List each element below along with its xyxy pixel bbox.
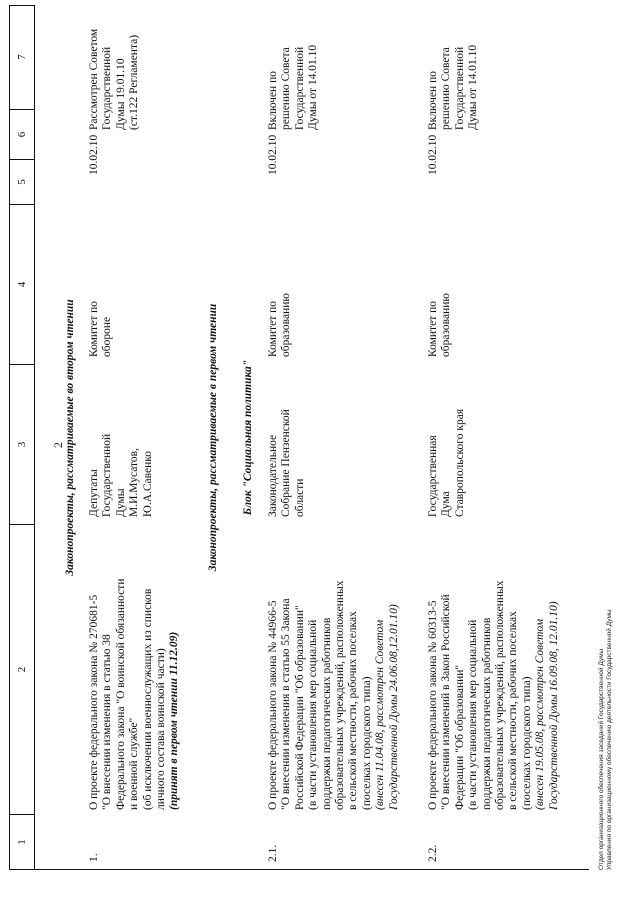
author-line: Ставропольского края bbox=[453, 408, 466, 517]
committee-cell bbox=[427, 237, 454, 357]
section-first-reading: Законопроекты, рассматриваемые в первом чтении bbox=[207, 303, 219, 572]
committee-cell bbox=[88, 237, 115, 357]
law-line: образовательных учреждений, расположенных bbox=[334, 580, 347, 810]
note-line: Думы 19.01.10 bbox=[114, 58, 127, 130]
committee-cell bbox=[267, 237, 294, 357]
law-line: в сельской местности, рабочих поселках bbox=[507, 611, 520, 810]
header-col-5: 5 bbox=[10, 160, 34, 205]
law-line: (в части установления мер социальной bbox=[467, 619, 480, 810]
law-text bbox=[267, 540, 401, 810]
header-col-1: 1 bbox=[10, 815, 34, 870]
note-line: решению Совета bbox=[280, 47, 293, 130]
law-line: (поселках городского типа) bbox=[520, 676, 533, 810]
table-header bbox=[9, 5, 35, 870]
law-line: Федерации "Об образовании" bbox=[453, 664, 466, 810]
author-line: Государственной bbox=[101, 433, 114, 517]
author-line: М.И.Мусатов, bbox=[128, 448, 141, 517]
header-col-4: 4 bbox=[10, 205, 34, 365]
law-line: поддержки педагогических работников bbox=[320, 617, 333, 810]
note-line: (ст.122 Регламента) bbox=[128, 34, 141, 130]
law-line: и военной службе" bbox=[128, 717, 141, 810]
row-number: 2.2. bbox=[427, 844, 439, 862]
author-line: Ю.А.Савенко bbox=[141, 450, 154, 517]
committee-line: обороне bbox=[101, 316, 114, 357]
row-number: 2.1. bbox=[267, 844, 279, 862]
law-line: личного состава воинской части) bbox=[155, 648, 168, 810]
author-line: Законодательное bbox=[267, 434, 279, 517]
law-note: Государственной Думы 16.09.08, 12.01.10) bbox=[547, 601, 560, 810]
author-line: Дума bbox=[440, 491, 453, 517]
law-line: в сельской местности, рабочих поселках bbox=[347, 611, 360, 810]
block-title: Блок "Социальная политика" bbox=[242, 359, 254, 516]
row-number: 1. bbox=[88, 853, 100, 862]
law-text bbox=[88, 540, 182, 810]
committee-line: образованию bbox=[280, 293, 293, 357]
law-note: (принят в первом чтении 11.12.09) bbox=[168, 631, 181, 810]
law-line: поддержки педагогических работников bbox=[480, 617, 493, 810]
law-text bbox=[427, 540, 561, 810]
law-line: (об исключении военнослужащих из списков bbox=[141, 588, 154, 810]
law-line: О проекте федерального закона № 44966-5 bbox=[267, 600, 279, 810]
author-line: Государственная bbox=[427, 435, 439, 517]
note-line: решению Совета bbox=[440, 47, 453, 130]
date-cell: 10.02.10 bbox=[267, 134, 279, 175]
note-cell bbox=[267, 5, 321, 130]
note-cell bbox=[427, 5, 481, 130]
note-cell bbox=[88, 5, 142, 130]
author-line: Собрание Пензенской bbox=[280, 409, 293, 517]
header-col-7: 7 bbox=[10, 5, 34, 110]
author-line: области bbox=[293, 478, 306, 517]
law-line: "О внесении изменений в Закон Российской bbox=[440, 594, 453, 810]
author-line: Думы bbox=[114, 488, 127, 517]
note-line: Государственной bbox=[101, 46, 114, 130]
committee-line: Комитет по bbox=[88, 301, 100, 357]
page-number: 2 bbox=[51, 442, 65, 448]
law-line: О проекте федерального закона № 60313-5 bbox=[427, 600, 439, 810]
law-line: О проекте федерального закона № 270681-5 bbox=[88, 594, 100, 810]
law-line: образовательных учреждений, расположенных bbox=[494, 580, 507, 810]
date-cell: 10.02.10 bbox=[427, 134, 439, 175]
author-cell bbox=[427, 382, 467, 517]
author-cell bbox=[88, 382, 155, 517]
law-line: "О внесении изменения в статью 38 bbox=[101, 634, 114, 810]
footer-line: Отдел организационного обеспечения заседаний Государственной Думы bbox=[598, 648, 605, 870]
note-line: Государственной bbox=[293, 46, 306, 130]
header-col-6: 6 bbox=[10, 110, 34, 160]
note-line: Думы от 14.01.10 bbox=[467, 44, 480, 130]
committee-line: образованию bbox=[440, 293, 453, 357]
table-left-border bbox=[9, 869, 589, 870]
author-line: Депутаты bbox=[88, 469, 100, 517]
note-line: Рассмотрен Советом bbox=[88, 28, 100, 130]
footer-line: Управления по организационному обеспечению деятельности Государственной Думы bbox=[606, 609, 613, 870]
law-line: "О внесении изменения в статью 55 Закона bbox=[280, 598, 293, 810]
committee-line: Комитет по bbox=[267, 301, 279, 357]
law-note: (внесен 19.05.08, рассмотрен Советом bbox=[534, 618, 547, 810]
header-col-2: 2 bbox=[10, 525, 34, 815]
note-line: Думы от 14.01.10 bbox=[307, 44, 320, 130]
note-line: Включен по bbox=[427, 71, 439, 130]
footer bbox=[598, 609, 614, 870]
law-line: (поселках городского типа) bbox=[360, 676, 373, 810]
date-cell: 10.02.10 bbox=[88, 134, 100, 175]
header-col-3: 3 bbox=[10, 365, 34, 525]
law-line: (в части установления мер социальной bbox=[307, 619, 320, 810]
section-second-reading: Законопроекты, рассматриваемые во втором чтении bbox=[64, 299, 76, 576]
law-note: (внесен 11.04.08, рассмотрен Советом bbox=[374, 619, 387, 810]
law-note: Государственной Думы 24.06.08,12.01.10) bbox=[387, 604, 400, 810]
note-line: Государственной bbox=[453, 46, 466, 130]
law-line: Федерального закона "О воинской обязанности bbox=[114, 578, 127, 810]
note-line: Включен по bbox=[267, 71, 279, 130]
committee-line: Комитет по bbox=[427, 301, 439, 357]
law-line: Российской Федерации "Об образовании" bbox=[293, 605, 306, 810]
author-cell bbox=[267, 382, 307, 517]
